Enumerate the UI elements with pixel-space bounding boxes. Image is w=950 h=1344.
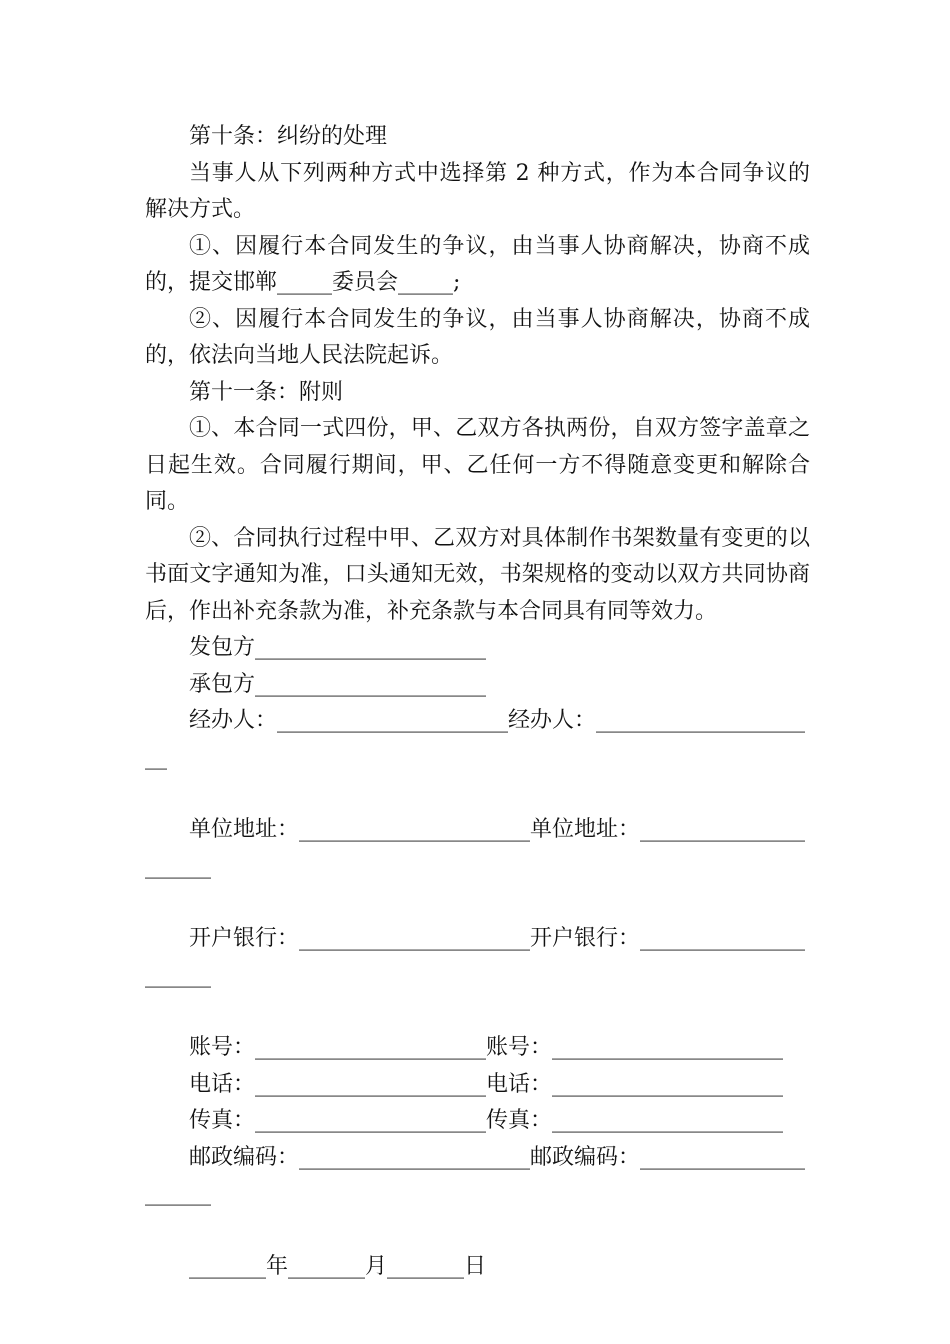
article-10-heading: 第十条：纠纷的处理 xyxy=(189,124,388,149)
signature-line-bank: 开户银行：_____________________开户银行：_____________________ xyxy=(145,926,806,988)
signature-line-employer: 发包方_____________________ xyxy=(189,635,487,660)
signature-line-agent: 经办人：_____________________经办人：_____________________ xyxy=(145,708,806,770)
signature-line-address: 单位地址：_____________________单位地址：_____________________ xyxy=(145,817,806,879)
dispute-option-1: ①、因履行本合同发生的争议，由当事人协商解决，协商不成的，提交邯郸_____委员会_____; xyxy=(145,233,810,295)
dispute-option-2: ②、因履行本合同发生的争议，由当事人协商解决，协商不成的，依法向当地人民法院起诉。 xyxy=(145,306,810,368)
document-body xyxy=(145,119,810,1285)
signature-line-contractor: 承包方_____________________ xyxy=(189,671,487,697)
dispute-method-paragraph: 当事人从下列两种方式中选择第 2 种方式，作为本合同争议的解决方式。 xyxy=(145,160,810,222)
signature-line-phone: 电话：_____________________电话：_____________________ xyxy=(189,1071,784,1097)
supplementary-clause-1: ①、本合同一式四份，甲、乙双方各执两份，自双方签字盖章之日起生效。合同履行期间，甲、乙任何一方不得随意变更和解除合同。 xyxy=(145,416,810,514)
supplementary-clause-2: ②、合同执行过程中甲、乙双方对具体制作书架数量有变更的以书面文字通知为准，口头通知无效，书架规格的变动以双方共同协商后，作出补充条款为准，补充条款与本合同具有同等效力。 xyxy=(145,525,810,624)
date-line: _______年_______月_______日 xyxy=(189,1253,487,1279)
signature-line-account: 账号：_____________________账号：_____________________ xyxy=(189,1035,784,1060)
article-11-heading: 第十一条：附则 xyxy=(189,379,344,405)
signature-line-postcode: 邮政编码：_____________________邮政编码：_____________________ xyxy=(145,1144,806,1206)
signature-line-fax: 传真：_____________________传真：_____________________ xyxy=(189,1108,784,1133)
